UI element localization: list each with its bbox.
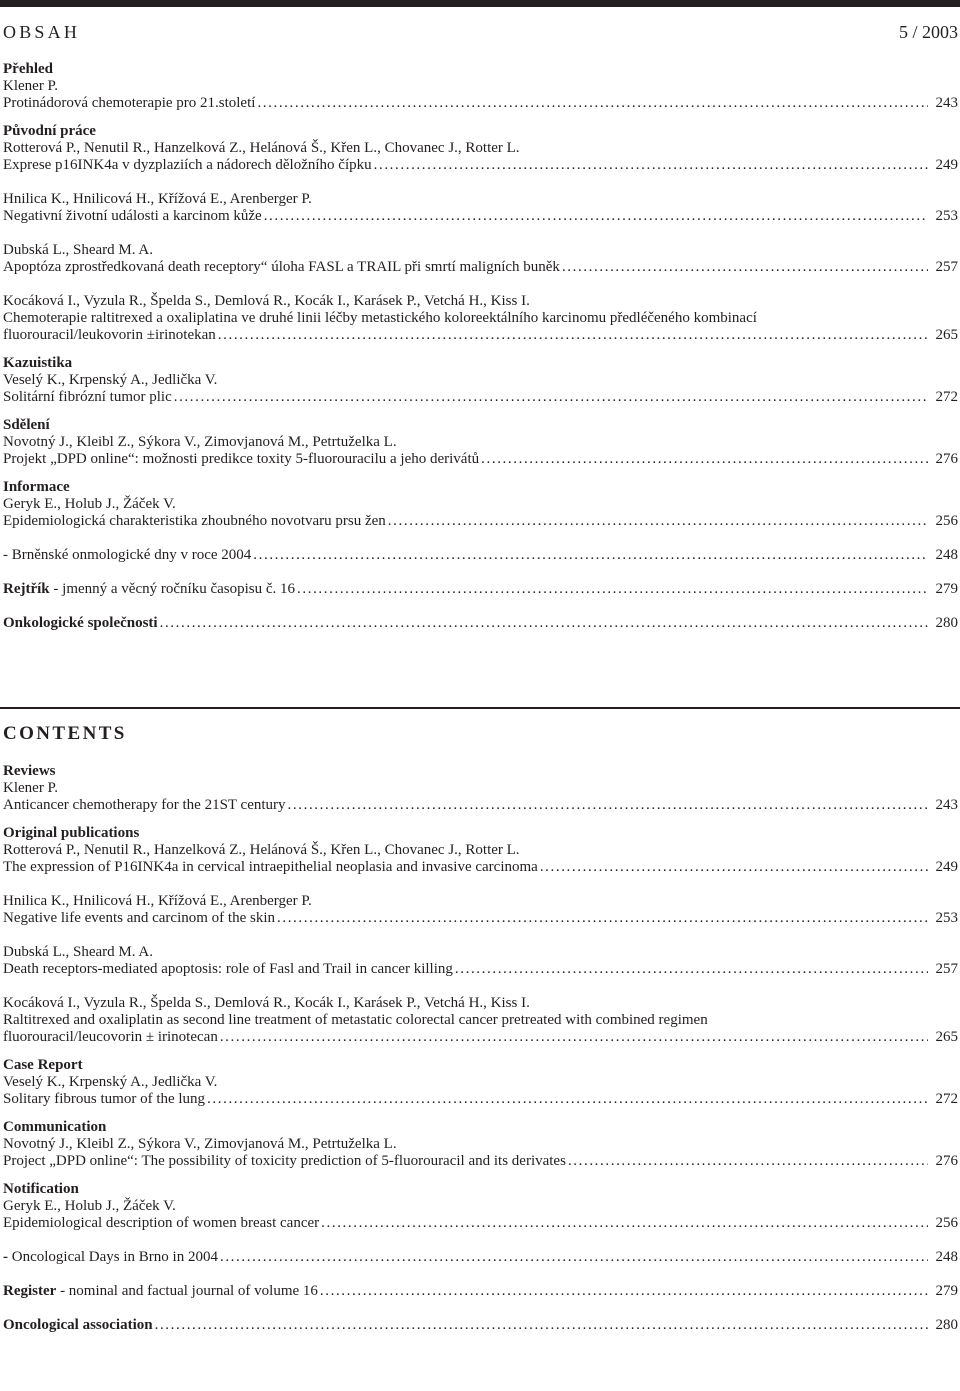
category-heading: Notification: [3, 1181, 79, 1197]
entry-title: The expression of P16INK4a in cervical intraepithelial neoplasia and invasive carcinoma: [3, 859, 538, 875]
entry-title-bold: Rejtřík: [3, 581, 50, 597]
page-number: 249: [935, 859, 958, 875]
dot-leader: [288, 797, 928, 814]
dot-leader: [320, 1283, 928, 1300]
toc-entry[interactable]: [3, 910, 958, 927]
category-heading: Case Report: [3, 1057, 83, 1073]
dot-leader: [257, 95, 928, 112]
entry-authors: Novotný J., Kleibl Z., Sýkora V., Zimovjanová M., Petrtuželka L.: [3, 1136, 397, 1152]
page-number: 249: [935, 157, 958, 173]
entry-title: Protinádorová chemoterapie pro 21.století: [3, 95, 256, 111]
dot-leader: [220, 1249, 928, 1266]
category-heading: Original publications: [3, 825, 140, 841]
page-number: 272: [935, 1091, 958, 1107]
entry-authors: Kocáková I., Vyzula R., Špelda S., Demlová R., Kocák I., Karásek P., Vetchá H., Kiss I.: [3, 293, 530, 309]
entry-title: - Brněnské onmologické dny v roce 2004: [3, 547, 252, 563]
category-heading: Sdělení: [3, 417, 50, 433]
entry-authors: Veselý K., Krpenský A., Jedlička V.: [3, 1074, 218, 1090]
entry-title: Exprese p16INK4a v dyzplaziích a nádorech děložního čípku: [3, 157, 372, 173]
entry-title: Epidemiologická charakteristika zhoubného novotvaru prsu žen: [3, 513, 386, 529]
cz-contents: [3, 61, 958, 632]
dot-leader: [264, 208, 928, 225]
dot-leader: [321, 1215, 928, 1232]
toc-entry[interactable]: [3, 1029, 958, 1046]
dot-leader: [155, 1317, 928, 1334]
entry-authors: Hnilica K., Hnilicová H., Křížová E., Arenberger P.: [3, 893, 312, 909]
toc-entry[interactable]: [3, 1283, 958, 1300]
entry-authors: Geryk E., Holub J., Žáček V.: [3, 1198, 176, 1214]
entry-title: Negativní životní události a karcinom kůže: [3, 208, 262, 224]
entry-authors: Rotterová P., Nenutil R., Hanzelková Z., Helánová Š., Křen L., Chovanec J., Rotter L.: [3, 842, 520, 858]
dot-leader: [297, 581, 928, 598]
toc-entry[interactable]: [3, 259, 958, 276]
page-number: 253: [935, 910, 958, 926]
en-title: CONTENTS: [3, 723, 127, 744]
section-divider: [0, 707, 960, 709]
category-heading: Přehled: [3, 61, 53, 77]
category-heading: Původní práce: [3, 123, 96, 139]
toc-entry[interactable]: [3, 1091, 958, 1108]
page-number: 279: [935, 1283, 958, 1299]
category-heading: Kazuistika: [3, 355, 73, 371]
page-number: 280: [935, 615, 958, 631]
entry-title: Solitární fibrózní tumor plic: [3, 389, 172, 405]
entry-title-line: Chemoterapie raltitrexed a oxaliplatina ve druhé linii léčby metastického koloreektálního karcinomu předléčeného kombinací: [3, 310, 757, 326]
entry-title: Onkologické společnosti: [3, 615, 158, 631]
dot-leader: [540, 859, 928, 876]
page-number: 265: [935, 1029, 958, 1045]
page-number: 279: [935, 581, 958, 597]
entry-authors: Kocáková I., Vyzula R., Špelda S., Demlová R., Kocák I., Karásek P., Vetchá H., Kiss I.: [3, 995, 530, 1011]
page-number: 248: [935, 547, 958, 563]
toc-entry[interactable]: [3, 451, 958, 468]
dot-leader: [455, 961, 928, 978]
entry-title: Oncological association: [3, 1317, 153, 1333]
page-number: 276: [935, 451, 958, 467]
page-number: 248: [935, 1249, 958, 1265]
toc-entry[interactable]: [3, 1153, 958, 1170]
entry-title: Anticancer chemotherapy for the 21ST century: [3, 797, 286, 813]
toc-entry[interactable]: [3, 157, 958, 174]
toc-entry[interactable]: [3, 547, 958, 564]
entry-title: Epidemiological description of women breast cancer: [3, 1215, 320, 1231]
dot-leader: [253, 547, 928, 564]
page-number: 243: [935, 797, 958, 813]
dot-leader: [207, 1091, 928, 1108]
page-number: 265: [935, 327, 958, 343]
page-number: 272: [935, 389, 958, 405]
entry-authors: Veselý K., Krpenský A., Jedlička V.: [3, 372, 218, 388]
page-number: 253: [935, 208, 958, 224]
entry-title: fluorouracil/leucovorin ± irinotecan: [3, 1029, 218, 1045]
entry-title-bold: -: [3, 1249, 8, 1265]
entry-title: Apoptóza zprostředkovaná death receptory“ úloha FASL a TRAIL při smrtí maligních buněk: [3, 259, 560, 275]
cz-title: OBSAH: [3, 22, 81, 42]
issue-number: 5 / 2003: [898, 22, 958, 42]
entry-authors: Hnilica K., Hnilicová H., Křížová E., Arenberger P.: [3, 191, 312, 207]
dot-leader: [160, 615, 928, 632]
top-rule: [0, 0, 960, 7]
entry-title: Oncological Days in Brno in 2004: [8, 1249, 218, 1265]
entry-authors: Geryk E., Holub J., Žáček V.: [3, 496, 176, 512]
page-number: 256: [935, 1215, 958, 1231]
toc-entry[interactable]: [3, 797, 958, 814]
entry-title: Death receptors-mediated apoptosis: role of Fasl and Trail in cancer killing: [3, 961, 453, 977]
toc-entry[interactable]: [3, 95, 958, 112]
toc-entry[interactable]: [3, 513, 958, 530]
page-number: 257: [935, 961, 958, 977]
entry-authors: Klener P.: [3, 78, 58, 94]
category-heading: Communication: [3, 1119, 107, 1135]
dot-leader: [277, 910, 928, 927]
category-heading: Informace: [3, 479, 70, 495]
entry-authors: Rotterová P., Nenutil R., Hanzelková Z., Helánová Š., Křen L., Chovanec J., Rotter L.: [3, 140, 520, 156]
entry-title: Solitary fibrous tumor of the lung: [3, 1091, 206, 1107]
page-number: 257: [935, 259, 958, 275]
cz-header: [3, 24, 958, 41]
entry-title: Negative life events and carcinom of the skin: [3, 910, 275, 926]
page-number: 256: [935, 513, 958, 529]
entry-authors: Novotný J., Kleibl Z., Sýkora V., Zimovjanová M., Petrtuželka L.: [3, 434, 397, 450]
toc-entry[interactable]: [3, 581, 958, 598]
dot-leader: [220, 1029, 928, 1046]
toc-entry[interactable]: [3, 859, 958, 876]
dot-leader: [374, 157, 928, 174]
entry-authors: Dubská L., Sheard M. A.: [3, 242, 153, 258]
category-heading: Reviews: [3, 763, 56, 779]
dot-leader: [568, 1153, 928, 1170]
entry-title: - nominal and factual journal of volume 16: [56, 1283, 318, 1299]
toc-entry[interactable]: [3, 961, 958, 978]
dot-leader: [481, 451, 928, 468]
entry-title: fluorouracil/leukovorin ±irinotekan: [3, 327, 216, 343]
toc-entry[interactable]: [3, 1249, 958, 1266]
dot-leader: [562, 259, 928, 276]
entry-title-bold: Register: [3, 1283, 57, 1299]
dot-leader: [388, 513, 928, 530]
toc-entry[interactable]: [3, 615, 958, 632]
page-number: 276: [935, 1153, 958, 1169]
toc-entry[interactable]: [3, 1317, 958, 1334]
toc-entry[interactable]: [3, 327, 958, 344]
entry-authors: Dubská L., Sheard M. A.: [3, 944, 153, 960]
toc-entry[interactable]: [3, 1215, 958, 1232]
toc-entry[interactable]: [3, 389, 958, 406]
toc-entry[interactable]: [3, 208, 958, 225]
en-header: [3, 725, 127, 744]
page-number: 243: [935, 95, 958, 111]
entry-title: Project „DPD online“: The possibility of toxicity prediction of 5-fluorouracil and its derivates: [3, 1153, 566, 1169]
page-number: 280: [935, 1317, 958, 1333]
entry-title: - jmenný a věcný ročníku časopisu č. 16: [49, 581, 296, 597]
entry-title: Projekt „DPD online“: možnosti predikce toxity 5-fluorouracilu a jeho derivátů: [3, 451, 480, 467]
en-contents: [3, 763, 958, 1334]
dot-leader: [218, 327, 928, 344]
entry-title-line: Raltitrexed and oxaliplatin as second line treatment of metastatic colorectal cancer pretreated with combined regimen: [3, 1012, 708, 1028]
dot-leader: [174, 389, 928, 406]
entry-authors: Klener P.: [3, 780, 58, 796]
